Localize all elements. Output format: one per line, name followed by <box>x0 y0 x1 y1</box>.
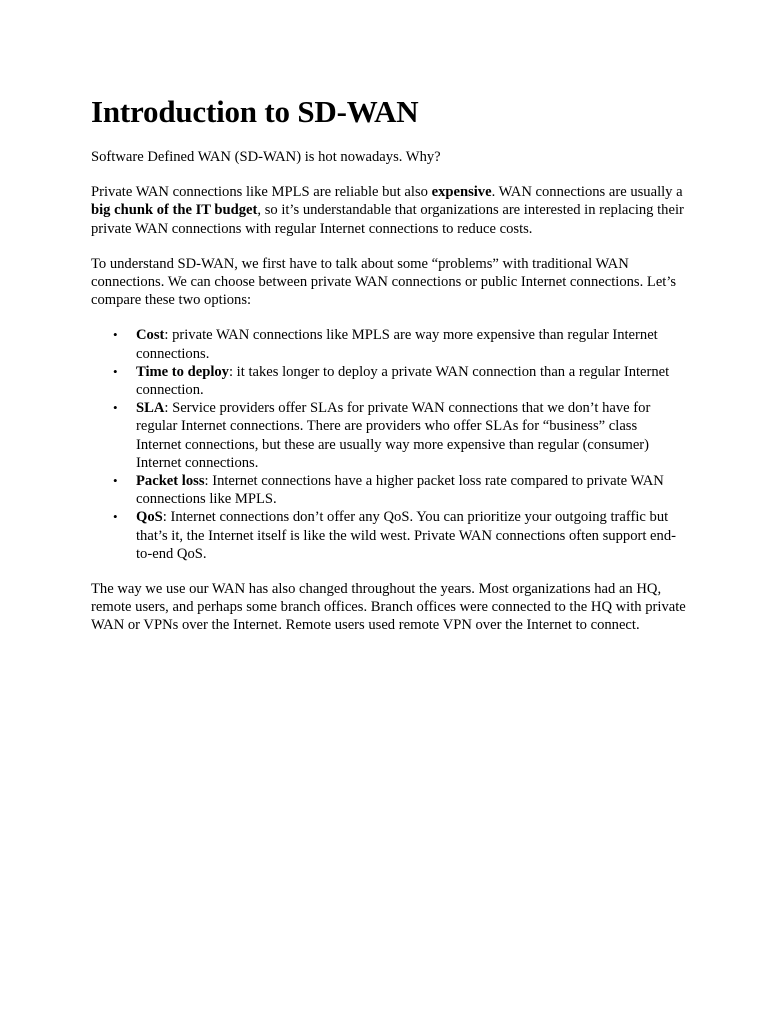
list-item-term: SLA <box>136 400 165 417</box>
document-page <box>91 94 686 652</box>
bullet-icon: • <box>113 363 118 379</box>
comparison-list <box>91 326 686 563</box>
list-item-term: Cost <box>136 327 165 344</box>
bullet-icon: • <box>113 327 118 343</box>
cost-paragraph-text-2: . WAN connections are usually a <box>491 184 683 201</box>
list-item-text: : private WAN connections like MPLS are way more expensive than regular Internet connections. <box>136 327 658 362</box>
list-item-text: : Internet connections don’t offer any QoS. You can prioritize your outgoing traffic but that’s it, the Internet itself is like the wild west. Private WAN connections often support end-to-end QoS. <box>136 509 676 562</box>
bullet-icon: • <box>113 509 118 525</box>
list-item-text: : it takes longer to deploy a private WAN connection than a regular Internet connection. <box>136 363 670 399</box>
list-item-text: : Service providers offer SLAs for private WAN connections that we don’t have for regular Internet connections. There are providers who offer SLAs for “business” class Internet connections, but these are usually way more expensive than regular (consumer) Internet connections. <box>136 400 651 471</box>
bullet-icon: • <box>113 473 118 489</box>
list-item-packet-loss <box>113 472 686 508</box>
list-item-term: Time to deploy <box>136 363 229 380</box>
cost-paragraph <box>91 183 686 238</box>
bullet-icon: • <box>113 400 118 416</box>
cost-paragraph-text-1: Private WAN connections like MPLS are reliable but also <box>91 184 432 201</box>
list-item-term: Packet loss <box>136 473 205 490</box>
list-item-cost <box>113 326 686 362</box>
list-item-sla <box>113 399 686 472</box>
intro-paragraph: Software Defined WAN (SD-WAN) is hot nowadays. Why? <box>91 149 441 165</box>
list-item-text: : Internet connections have a higher packet loss rate compared to private WAN connections like MPLS. <box>136 473 664 508</box>
wan-usage-paragraph: The way we use our WAN has also changed throughout the years. Most organizations had an HQ, remote users, and perhaps some branch offices. Branch offices were connected to the HQ with private WAN or VPNs over the Internet. Remote users used remote VPN over the Internet to connect. <box>91 581 686 634</box>
cost-paragraph-text-3: , so it’s understandable that organizations are interested in replacing their private WAN connections with regular Internet connections to reduce costs. <box>91 202 684 237</box>
list-item-term: QoS <box>136 509 163 526</box>
list-item-time-to-deploy <box>113 363 686 399</box>
comparison-intro-paragraph: To understand SD-WAN, we first have to talk about some “problems” with traditional WAN connections. We can choose between private WAN connections or public Internet connections. Let’s compare these two options: <box>91 255 677 309</box>
cost-paragraph-bold-2: big chunk of the IT budget <box>91 202 258 219</box>
list-item-qos <box>113 508 686 563</box>
document-title: Introduction to SD-WAN <box>91 94 419 129</box>
cost-paragraph-bold-1: expensive <box>431 184 492 201</box>
